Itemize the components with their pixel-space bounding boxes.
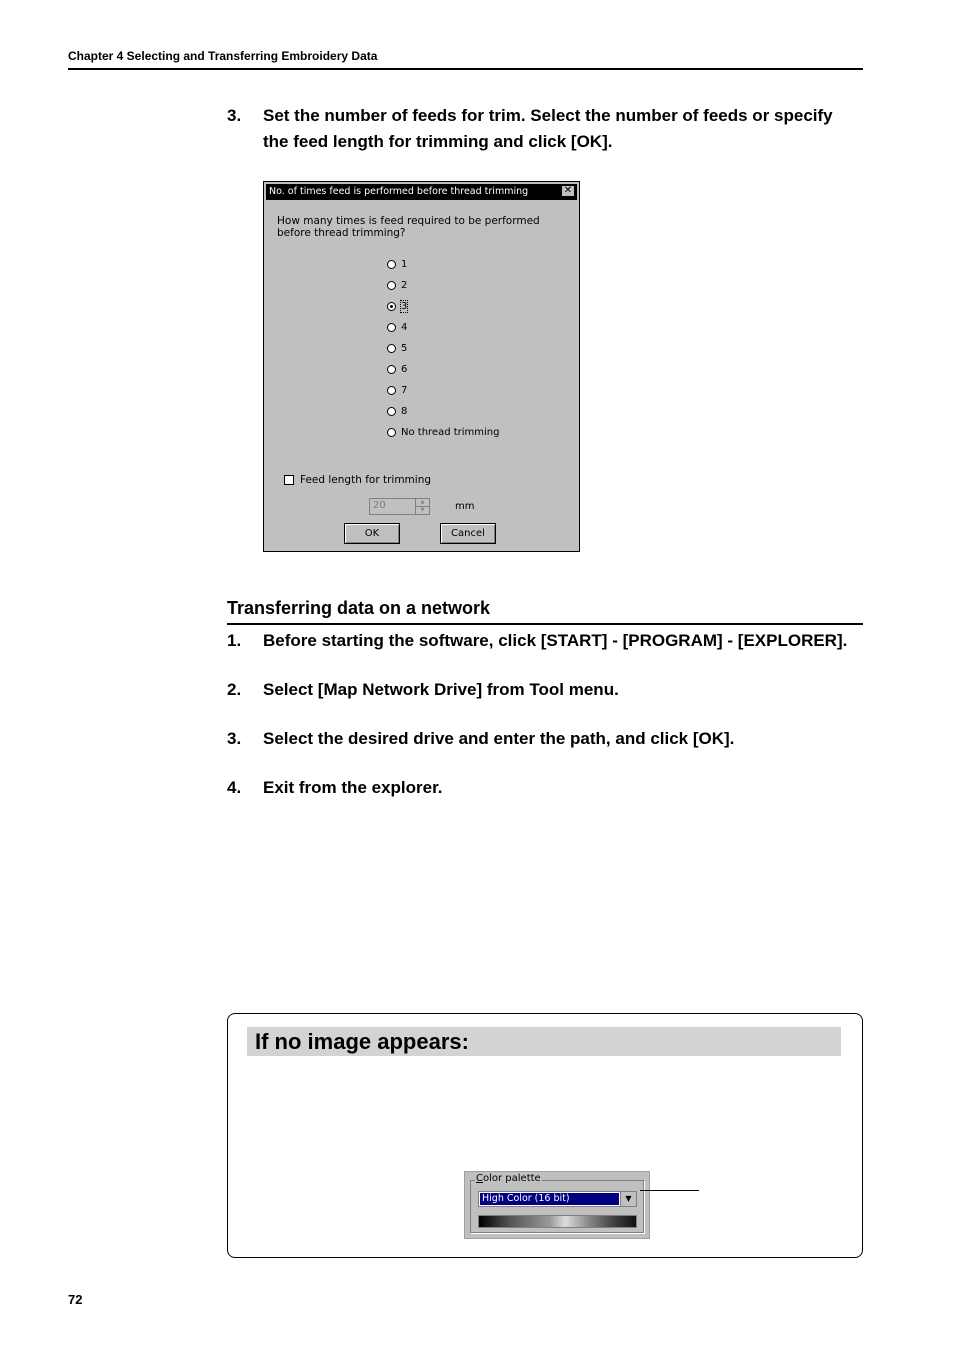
stepper-buttons <box>415 499 429 514</box>
radio-label: 7 <box>401 384 408 396</box>
stepper-up-icon[interactable]: ▲ <box>416 499 429 507</box>
network-step-3-number: 3. <box>227 729 242 748</box>
radio-option-7[interactable] <box>387 383 407 397</box>
step-3-line-2: the feed length for trimming and click [OK]. <box>263 132 613 151</box>
radio-label: 6 <box>401 363 408 375</box>
network-step-4-number: 4. <box>227 778 242 797</box>
radio-label: No thread trimming <box>401 426 500 438</box>
dialog-title-bar <box>266 184 577 200</box>
network-step-1-number: 1. <box>227 631 242 650</box>
network-step-4-text: Exit from the explorer. <box>263 778 443 797</box>
radio-label: 4 <box>401 321 408 333</box>
network-step-1-text: Before starting the software, click [START] - [PROGRAM] - [EXPLORER]. <box>263 631 848 650</box>
radio-icon <box>387 281 396 290</box>
radio-icon <box>387 344 396 353</box>
radio-icon <box>387 260 396 269</box>
radio-option-6[interactable] <box>387 362 407 376</box>
palette-label-rest: olor palette <box>482 1173 541 1184</box>
radio-option-2[interactable] <box>387 278 407 292</box>
color-palette-panel <box>464 1171 650 1239</box>
info-heading: If no image appears: <box>247 1027 841 1056</box>
section-rule <box>227 623 863 625</box>
feed-length-stepper[interactable] <box>369 498 430 515</box>
radio-icon <box>387 365 396 374</box>
ok-button[interactable]: OK <box>344 523 400 544</box>
radio-option-3[interactable] <box>387 299 407 313</box>
radio-icon <box>387 386 396 395</box>
info-box <box>227 1013 863 1258</box>
dialog-question: How many times is feed required to be performed before thread trimming? <box>277 215 540 239</box>
radio-icon <box>387 323 396 332</box>
feed-length-value: 20 <box>373 500 386 511</box>
step-3-line-1: Set the number of feeds for trim. Select the number of feeds or specify <box>263 106 833 125</box>
radio-icon <box>387 407 396 416</box>
radio-option-1[interactable] <box>387 257 407 271</box>
radio-option-8[interactable] <box>387 404 407 418</box>
checkbox-label: Feed length for trimming <box>300 474 432 486</box>
unit-label: mm <box>455 501 475 512</box>
page-number: 72 <box>68 1292 83 1307</box>
network-step-2-text: Select [Map Network Drive] from Tool menu. <box>263 680 619 699</box>
dialog-title: No. of times feed is performed before thread trimming <box>269 186 529 197</box>
feed-length-checkbox-row[interactable] <box>284 474 431 486</box>
step-3-text <box>263 103 833 155</box>
radio-icon <box>387 428 396 437</box>
step-3-number: 3. <box>227 106 242 125</box>
radio-label: 5 <box>401 342 408 354</box>
network-step-2-number: 2. <box>227 680 242 699</box>
section-heading: Transferring data on a network <box>227 598 491 618</box>
header-rule <box>68 68 863 70</box>
radio-option-5[interactable] <box>387 341 407 355</box>
palette-label <box>475 1173 542 1184</box>
checkbox-icon[interactable] <box>284 475 294 485</box>
radio-label: 8 <box>401 405 408 417</box>
close-icon[interactable]: ✕ <box>561 185 575 197</box>
palette-selected-value: High Color (16 bit) <box>480 1193 619 1205</box>
network-step-3-text: Select the desired drive and enter the path, and click [OK]. <box>263 729 735 748</box>
chapter-header: Chapter 4 Selecting and Transferring Embroidery Data <box>68 49 378 63</box>
callout-line <box>640 1190 699 1191</box>
chevron-down-icon[interactable]: ▼ <box>620 1192 636 1206</box>
radio-selected-icon <box>387 302 396 311</box>
cancel-button[interactable]: Cancel <box>440 523 496 544</box>
color-palette-select[interactable] <box>478 1191 637 1207</box>
radio-option-no-trimming[interactable] <box>387 425 500 439</box>
radio-option-4[interactable] <box>387 320 407 334</box>
color-gradient-preview <box>478 1215 637 1228</box>
feed-trim-dialog <box>263 181 580 552</box>
radio-label: 2 <box>401 279 408 291</box>
radio-label: 3 <box>401 300 408 312</box>
palette-label-accel: C <box>476 1173 483 1184</box>
radio-label: 1 <box>401 258 408 270</box>
stepper-down-icon[interactable]: ▼ <box>420 507 425 513</box>
